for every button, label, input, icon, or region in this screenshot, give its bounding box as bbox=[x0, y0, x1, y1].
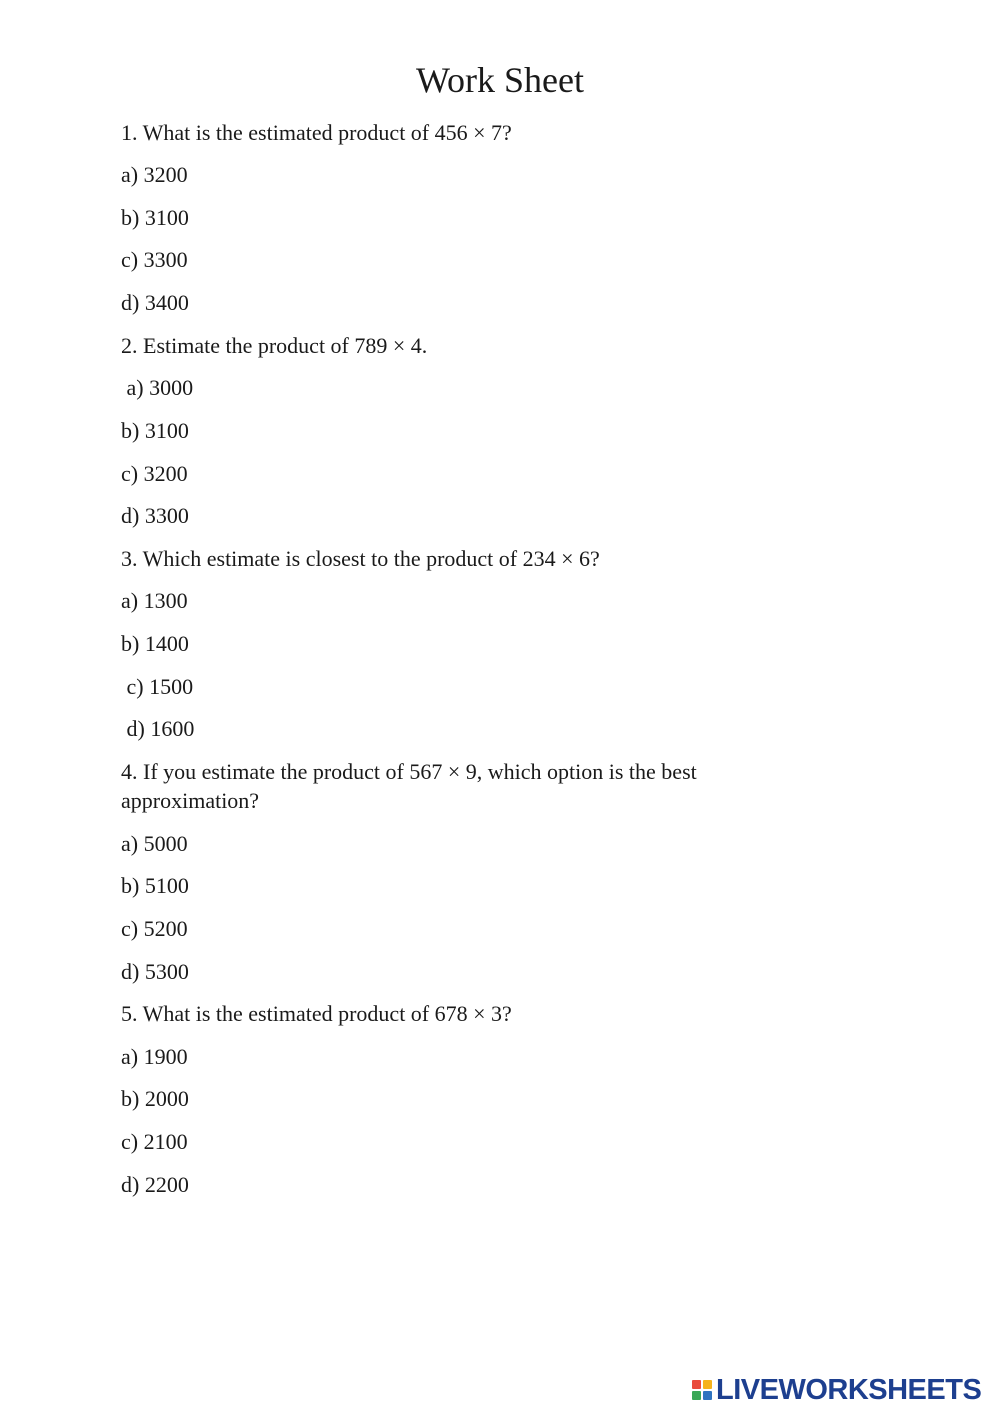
question-2-option-a: a) 3000 bbox=[121, 375, 194, 400]
question-3-text: 3. Which estimate is closest to the product of 234 × 6? bbox=[121, 546, 600, 571]
question-2-text: 2. Estimate the product of 789 × 4. bbox=[121, 333, 428, 358]
liveworksheets-brand bbox=[692, 1375, 992, 1405]
question-1-option-c: c) 3300 bbox=[121, 247, 188, 272]
question-3-option-d: d) 1600 bbox=[121, 716, 195, 741]
question-5-option-c: c) 2100 bbox=[121, 1129, 188, 1154]
question-4-option-c: c) 5200 bbox=[121, 916, 188, 941]
question-3-option-b: b) 1400 bbox=[121, 631, 189, 656]
logo-tile bbox=[703, 1391, 712, 1400]
question-1-option-b: b) 3100 bbox=[121, 205, 189, 230]
question-2-option-d: d) 3300 bbox=[121, 503, 189, 528]
logo-tile bbox=[692, 1380, 701, 1389]
question-1-option-a: a) 3200 bbox=[121, 162, 188, 187]
question-4-option-a: a) 5000 bbox=[121, 831, 188, 856]
question-3-option-c: c) 1500 bbox=[121, 674, 194, 699]
worksheet-title: Work Sheet bbox=[415, 60, 585, 100]
question-5-option-b: b) 2000 bbox=[121, 1086, 189, 1111]
question-2-option-c: c) 3200 bbox=[121, 461, 188, 486]
question-4-option-d: d) 5300 bbox=[121, 959, 189, 984]
question-3-option-a: a) 1300 bbox=[121, 588, 188, 613]
question-4-text: 4. If you estimate the product of 567 × 9, which option is the best approximation? bbox=[121, 759, 697, 813]
question-4-option-b: b) 5100 bbox=[121, 873, 189, 898]
question-5-option-d: d) 2200 bbox=[121, 1172, 189, 1197]
question-1-text: 1. What is the estimated product of 456 × 7? bbox=[121, 120, 512, 145]
logo-tile bbox=[692, 1391, 701, 1400]
liveworksheets-logo-icon bbox=[692, 1380, 713, 1401]
brand-text: LIVEWORKSHEETS bbox=[716, 1374, 982, 1406]
question-5-option-a: a) 1900 bbox=[121, 1044, 188, 1069]
question-2-option-b: b) 3100 bbox=[121, 418, 189, 443]
question-5-text: 5. What is the estimated product of 678 × 3? bbox=[121, 1001, 512, 1026]
logo-tile bbox=[703, 1380, 712, 1389]
question-1-option-d: d) 3400 bbox=[121, 290, 189, 315]
